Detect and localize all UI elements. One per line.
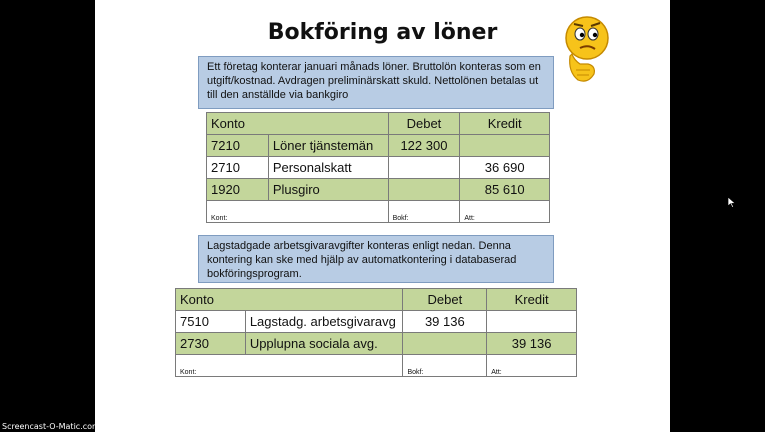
cell-debet [388, 179, 460, 201]
cell-kredit [460, 135, 550, 157]
sig-bokf: Bokf: [388, 201, 460, 223]
cell-konto: 2710 [207, 157, 269, 179]
header-konto: Konto [176, 289, 403, 311]
account-table-fees [175, 288, 577, 377]
cell-debet [403, 333, 487, 355]
cell-debet [388, 157, 460, 179]
screencast-watermark: Screencast-O-Matic.com [2, 422, 100, 431]
cell-konto: 7510 [176, 311, 246, 333]
info-box-fees: Lagstadgade arbetsgivaravgifter konteras enligt nedan. Denna kontering kan ske med hjälp av automatkontering i databaserad bokföringsprogram. [198, 235, 554, 283]
sig-att: Att: [487, 355, 577, 377]
account-table-wages [206, 112, 550, 223]
table-row [207, 135, 550, 157]
cell-kredit: 36 690 [460, 157, 550, 179]
table-row [207, 157, 550, 179]
cell-debet: 122 300 [388, 135, 460, 157]
slide [95, 0, 670, 432]
table-row [207, 179, 550, 201]
cell-kredit: 39 136 [487, 333, 577, 355]
cell-text: Upplupna sociala avg. [245, 333, 403, 355]
sig-att: Att: [460, 201, 550, 223]
cell-kredit: 85 610 [460, 179, 550, 201]
sig-kont: Kont: [207, 201, 389, 223]
cell-konto: 7210 [207, 135, 269, 157]
slide-title: Bokföring av löner [267, 20, 498, 45]
cell-konto: 2730 [176, 333, 246, 355]
sig-bokf: Bokf: [403, 355, 487, 377]
header-debet: Debet [403, 289, 487, 311]
sig-kont: Kont: [176, 355, 403, 377]
header-debet: Debet [388, 113, 460, 135]
cell-text: Plusgiro [268, 179, 388, 201]
header-konto: Konto [207, 113, 389, 135]
header-kredit: Kredit [460, 113, 550, 135]
cell-konto: 1920 [207, 179, 269, 201]
table-header-row [176, 289, 577, 311]
signature-row [207, 201, 550, 223]
thinking-face-icon [560, 14, 616, 86]
info-box-wages: Ett företag konterar januari månads löner. Bruttolön konteras som en utgift/kostnad. Avdragen preliminärskatt skuld. Nettolönen betalas ut till den anställde via bankgiro [198, 56, 554, 109]
cell-kredit [487, 311, 577, 333]
table-header-row [207, 113, 550, 135]
cell-debet: 39 136 [403, 311, 487, 333]
mouse-pointer-icon [728, 197, 736, 208]
header-kredit: Kredit [487, 289, 577, 311]
cell-text: Personalskatt [268, 157, 388, 179]
signature-row [176, 355, 577, 377]
table-row [176, 311, 577, 333]
cell-text: Löner tjänstemän [268, 135, 388, 157]
cell-text: Lagstadg. arbetsgivaravg [245, 311, 403, 333]
table-row [176, 333, 577, 355]
